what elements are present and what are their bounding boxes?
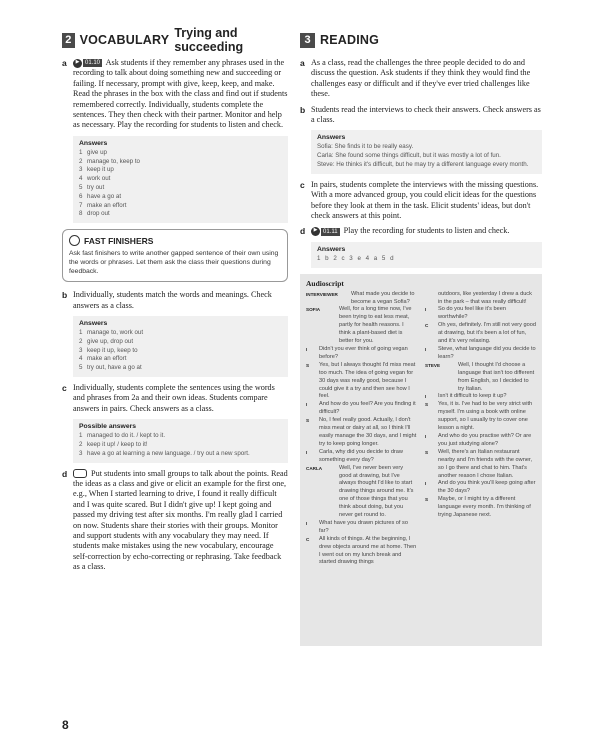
speech-text: Steve, what language did you decide to learn? bbox=[438, 346, 536, 360]
task-letter: c bbox=[62, 383, 67, 394]
speaker-label: CARLA bbox=[306, 465, 323, 471]
script-line bbox=[306, 362, 417, 402]
vocab-task-d bbox=[62, 469, 288, 573]
script-line bbox=[425, 346, 536, 362]
section-number: 3 bbox=[300, 33, 315, 48]
task-letter: b bbox=[62, 290, 68, 301]
play-icon: ▶ bbox=[311, 227, 320, 236]
script-line bbox=[425, 393, 536, 401]
speech-text: And do you think you'll keep going after the 30 days? bbox=[438, 480, 536, 495]
task-letter: c bbox=[300, 179, 305, 190]
script-line bbox=[425, 480, 536, 496]
speech-text: Well, I've never been very good at drawing, but I've always thought I'd like to start drawing things around me. It's one of those things that you think about doing, but you never get round to. bbox=[339, 464, 414, 519]
speaker-label: I bbox=[306, 449, 308, 455]
speech-text: All kinds of things. At the beginning, I drew objects around me at home. Then I went out on my lunch break and started drawing things bbox=[319, 535, 417, 566]
vocab-task-b bbox=[62, 290, 288, 311]
answers-heading: Possible answers bbox=[79, 423, 137, 431]
speaker-label bbox=[425, 291, 435, 307]
answer-item: Carla: She found some things difficult, but it was mostly a lot of fun. bbox=[317, 152, 501, 160]
script-line bbox=[425, 449, 536, 481]
possible-answers-box bbox=[73, 419, 288, 462]
speech-text: Didn't you ever think of going vegan before? bbox=[319, 346, 408, 360]
script-line bbox=[306, 291, 417, 307]
fast-finishers-text: Ask fast finishers to write another gapped sentence of their own using the words or phrases. Let them ask the class their questions during feedback. bbox=[69, 250, 279, 276]
answer-item: 7 make an effort bbox=[79, 201, 127, 209]
answer-item: 2 give up, drop out bbox=[79, 337, 134, 345]
speech-text: What made you decide to become a vegan Sofia? bbox=[351, 290, 415, 305]
speaker-label: S bbox=[425, 497, 429, 503]
task-text: Students read the interviews to check their answers. Check answers as a class. bbox=[311, 104, 541, 125]
task-letter: a bbox=[300, 58, 305, 68]
speaker-label: SOFIA bbox=[306, 307, 321, 313]
answer-item: 4 make an effort bbox=[79, 355, 127, 363]
speaker-label: I bbox=[425, 394, 427, 400]
task-text: Individually, students complete the sentences using the words and phrases from 2a and their own ideas. Students compare answers in pairs. Check answers as a class. bbox=[73, 383, 275, 413]
script-line bbox=[306, 417, 417, 449]
script-line bbox=[425, 433, 536, 449]
task-text: In pairs, students complete the interviews with the missing questions. With a more advanced group, you could elicit ideas for the questions before they look at them in the task. Elicit students' ideas, but don't check answers at this point. bbox=[311, 179, 539, 221]
script-line bbox=[306, 449, 417, 465]
answer-item: 1 managed to do it. / kept to it. bbox=[79, 432, 166, 440]
script-line bbox=[425, 362, 536, 394]
script-line bbox=[425, 306, 536, 322]
answers-heading: Answers bbox=[317, 134, 346, 142]
vocabulary-column bbox=[62, 26, 288, 578]
speaker-label: I bbox=[425, 481, 427, 487]
speaker-label: C bbox=[425, 323, 429, 329]
speech-text: No, I feel really good. Actually, I don't miss meat or dairy at all, so I think I'll easily manage the 30 days, and I might try to keep going longer. bbox=[319, 417, 417, 447]
audioscript-title: Audioscript bbox=[306, 278, 344, 288]
page-number: 8 bbox=[62, 718, 69, 732]
speaker-label: I bbox=[306, 402, 308, 408]
section-title: READING bbox=[320, 33, 380, 47]
reading-task-a bbox=[300, 58, 542, 100]
speech-text: And who do you practise with? Or are you just studying alone? bbox=[438, 432, 532, 447]
play-icon: ▶ bbox=[73, 59, 82, 68]
speech-text: Well, there's an Italian restaurant nearby and I'm friends with the owner, so I go there and chat to him. That's another reason I chose Italian. bbox=[438, 448, 533, 479]
task-letter: d bbox=[300, 226, 306, 237]
speaker-label: I bbox=[306, 347, 308, 352]
speech-text: Yes, but I always thought I'd miss meat too much. The idea of going vegan for 30 days was really good, because I could give it a try and then see how I feel. bbox=[319, 361, 416, 400]
speaker-label: I bbox=[425, 307, 427, 313]
task-text: Put students into small groups to talk about the points. Read the ideas as a class and give or elicit an example for the first one, e.g., When I started learning to drive, I found it really difficult and I was quite scared. But I didn't give up! I kept going and passed my driving test after six months. I'm really glad I carried on now. Students share their stories with their groups. Monitor and support students with any vocabulary they may need. If students make mistakes using the new vocabulary, encourage self-correction by echo-correcting or rephrasing. Take feedback as a class. bbox=[73, 468, 288, 572]
task-text: As a class, read the challenges the three people decided to do and discuss the question. Ask students if they think they would find the challenges easy or difficult and if they've ever tried challenges like these. bbox=[311, 58, 531, 99]
speaker-label: I bbox=[425, 347, 427, 352]
answer-item: 4 work out bbox=[79, 175, 111, 183]
speaker-label: S bbox=[306, 362, 310, 368]
task-text: Individually, students match the words and meanings. Check answers as a class. bbox=[73, 290, 272, 310]
speaker-label: INTERVIEWER bbox=[306, 291, 338, 297]
answer-item: 2 manage to, keep to bbox=[79, 157, 140, 165]
answer-item: Sofia: She finds it to be really easy. bbox=[317, 143, 414, 151]
speaker-label: I bbox=[306, 520, 308, 526]
speaker-label: C bbox=[306, 536, 310, 542]
answer-item: 3 keep it up bbox=[79, 166, 114, 174]
answers-heading: Answers bbox=[79, 139, 108, 147]
answer-item: 2 keep it up! / keep to it! bbox=[79, 441, 148, 449]
task-letter: b bbox=[300, 104, 306, 115]
answer-item: 1 manage to, work out bbox=[79, 329, 144, 337]
script-line bbox=[306, 520, 417, 536]
reading-task-b bbox=[300, 105, 542, 126]
answer-item: 5 try out bbox=[79, 184, 105, 192]
answer-item: 1 give up bbox=[79, 148, 107, 156]
speaker-label: S bbox=[425, 449, 429, 455]
speech-text: Well, for a long time now, I've been trying to eat less meat, partly for health reasons. I think a plant-based diet is better for you. bbox=[339, 306, 412, 345]
speech-text: Oh yes, definitely. I'm still not very good at drawing, but it's been a lot of fun, and it's very relaxing. bbox=[438, 322, 536, 345]
answers-box bbox=[73, 316, 288, 377]
section-number: 2 bbox=[62, 33, 75, 48]
reading-header bbox=[300, 30, 542, 50]
speech-text: outdoors, like yesterday I drew a duck in the park – that was really difficult! bbox=[438, 290, 532, 305]
task-letter: d bbox=[62, 468, 68, 479]
speaking-icon bbox=[73, 469, 87, 478]
answer-item: 5 try out, have a go at bbox=[79, 364, 142, 372]
task-text: Play the recording for students to listen and check. bbox=[343, 226, 510, 236]
speech-text: Yes, it is. I've had to be very strict with myself. I'm using a book with online support, so I usually try to cover one lesson a night. bbox=[438, 401, 533, 432]
section-title: VOCABULARY bbox=[79, 33, 170, 47]
track-number: 01.10 bbox=[85, 60, 101, 67]
fast-finishers-box bbox=[62, 229, 288, 282]
speech-text: Well, I thought I'd choose a language that isn't too different from English, so I decided to try Italian. bbox=[458, 361, 535, 392]
audio-track-button[interactable] bbox=[311, 227, 340, 236]
speech-text: Isn't it difficult to keep it up? bbox=[438, 393, 507, 400]
speaker-label: S bbox=[306, 418, 310, 424]
answers-heading: Answers bbox=[317, 245, 346, 253]
script-line bbox=[306, 306, 417, 346]
script-line bbox=[425, 291, 536, 307]
task-text: Ask students if they remember any phrases used in the recording to talk about doing something new and succeeding or failing. If necessary, prompt with give, keep, keep, and make. Read the phrases in the box with the class and find out if students remembered correctly. Individually, students complete the sentences. They then check with their partner. Monitor and help as necessary. Play the recording for students to listen and check. bbox=[73, 58, 288, 130]
speaker-label: STEVE bbox=[425, 362, 441, 368]
vocab-task-c bbox=[62, 383, 288, 414]
script-line bbox=[306, 401, 417, 417]
answer-item: 3 keep it up, keep to bbox=[79, 346, 138, 354]
speaker-label: I bbox=[425, 433, 427, 439]
script-line bbox=[425, 401, 536, 433]
answer-item: 3 have a go at learning a new language. / try out a new sport. bbox=[79, 449, 250, 457]
fast-finishers-title: FAST FINISHERS bbox=[84, 235, 154, 246]
answer-line: 1 b 2 c 3 e 4 a 5 d bbox=[317, 254, 394, 262]
answers-box bbox=[311, 130, 542, 173]
audioscript-box bbox=[300, 274, 542, 646]
reading-task-c bbox=[300, 180, 542, 222]
section-subtitle: Trying and succeeding bbox=[174, 26, 244, 54]
vocabulary-header bbox=[62, 26, 288, 54]
script-line bbox=[306, 536, 417, 568]
speech-text: Maybe, or I might try a different language every month. I'm thinking of trying Japanese next. bbox=[438, 496, 531, 519]
audioscript-left-column bbox=[306, 291, 417, 568]
speech-text: Carla, why did you decide to draw something every day? bbox=[319, 448, 403, 463]
audioscript-right-column bbox=[425, 291, 536, 568]
task-letter: a bbox=[62, 58, 67, 68]
audio-track-button[interactable] bbox=[73, 59, 102, 68]
speech-text: So do you feel like it's been worthwhile? bbox=[438, 306, 506, 321]
script-line bbox=[306, 346, 417, 362]
reading-task-d bbox=[300, 226, 542, 236]
script-line bbox=[425, 322, 536, 346]
answer-item: 8 drop out bbox=[79, 210, 110, 218]
speech-text: What have you drawn pictures of so far? bbox=[319, 519, 408, 534]
answer-item: Steve: He thinks it's difficult, but he may try a different language every month. bbox=[317, 161, 529, 169]
answers-heading: Answers bbox=[79, 320, 108, 328]
vocab-task-a bbox=[62, 58, 288, 131]
speech-text: And how do you feel? Are you finding it difficult? bbox=[319, 401, 416, 416]
answer-item: 6 have a go at bbox=[79, 192, 122, 200]
answers-box bbox=[73, 136, 288, 223]
speaker-label: S bbox=[425, 402, 429, 408]
script-line bbox=[306, 465, 417, 520]
script-line bbox=[425, 496, 536, 520]
reading-column bbox=[300, 30, 542, 646]
answers-box bbox=[311, 242, 542, 268]
lightbulb-icon bbox=[69, 235, 80, 246]
track-number: 01.11 bbox=[323, 228, 338, 235]
